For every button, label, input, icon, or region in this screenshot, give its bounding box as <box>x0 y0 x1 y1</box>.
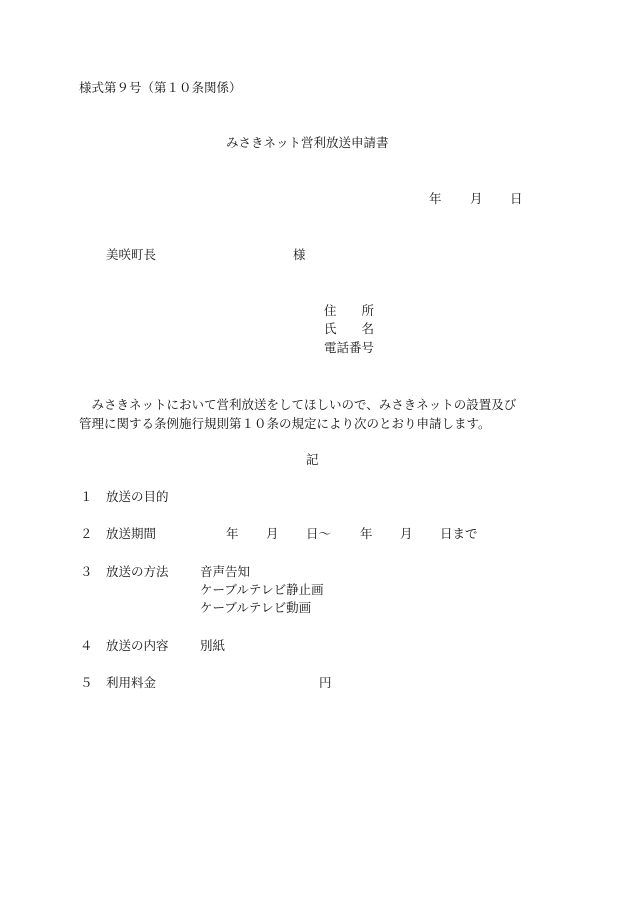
period-to-day: 日まで <box>440 526 478 541</box>
item-4-label: 放送の内容 <box>106 638 169 653</box>
period-from-year: 年 <box>226 526 239 541</box>
item-5-number: ５ <box>80 675 93 690</box>
item-4-number: ４ <box>80 638 93 653</box>
body-text-line-1: みさきネットにおいて営利放送をしてほしいので、みさきネットの設置及び <box>79 397 517 412</box>
method-option-audio: 音声告知 <box>200 564 251 579</box>
period-from-day: 日～ <box>306 526 332 541</box>
applicant-address-label: 住 所 <box>324 303 375 318</box>
body-text-line-2: 管理に関する条例施行規則第１０条の規定により次のとおり申請します。 <box>79 416 491 431</box>
addressee-honorific: 様 <box>293 247 306 262</box>
date-year-label: 年 <box>429 191 442 206</box>
item-3-number: ３ <box>80 564 93 579</box>
applicant-name-label: 氏 名 <box>324 321 375 336</box>
method-option-cable-video: ケーブルテレビ動画 <box>200 600 312 615</box>
item-1-number: １ <box>80 489 93 504</box>
item-2-number: ２ <box>80 526 93 541</box>
date-month-label: 月 <box>470 191 483 206</box>
period-to-year: 年 <box>360 526 373 541</box>
item-5-label: 利用料金 <box>106 675 157 690</box>
period-from-month: 月 <box>266 526 279 541</box>
content-value: 別紙 <box>200 638 226 653</box>
addressee-name: 美咲町長 <box>106 247 157 262</box>
item-3-label: 放送の方法 <box>106 564 169 579</box>
ki-heading: 記 <box>306 452 319 467</box>
period-to-month: 月 <box>400 526 413 541</box>
method-option-cable-still: ケーブルテレビ静止画 <box>200 582 324 597</box>
form-title: みさきネット営利放送申請書 <box>226 135 389 150</box>
item-1-label: 放送の目的 <box>106 489 169 504</box>
applicant-phone-label: 電話番号 <box>324 340 375 355</box>
form-number: 様式第９号（第１０条関係） <box>79 80 242 95</box>
date-day-label: 日 <box>510 191 523 206</box>
fee-unit: 円 <box>319 675 332 690</box>
item-2-label: 放送期間 <box>106 526 157 541</box>
